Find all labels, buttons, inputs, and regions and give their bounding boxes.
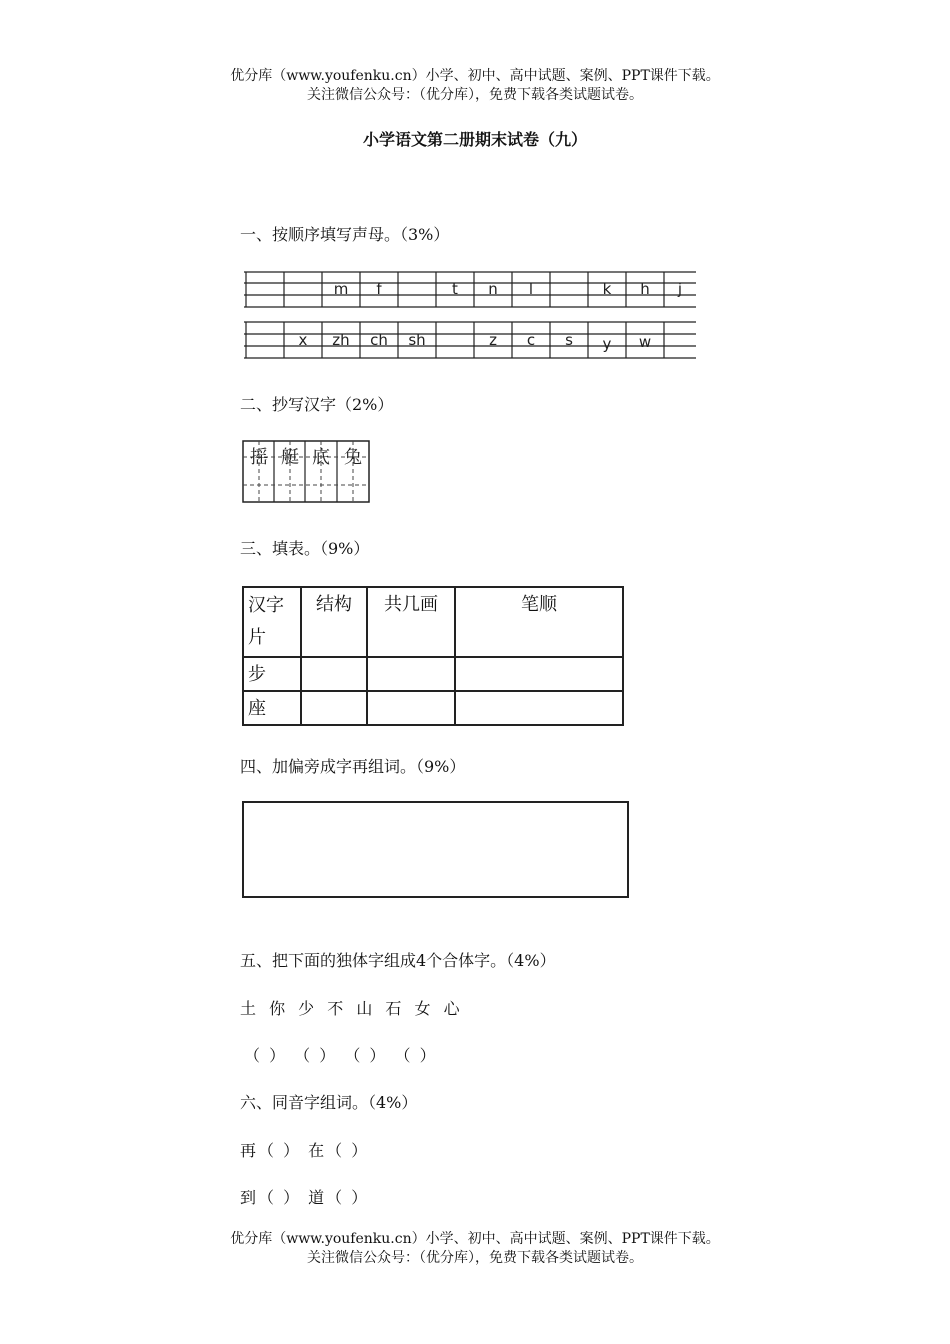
q3-header-cell: 汉字片 (243, 587, 301, 657)
q3-cell[interactable] (367, 691, 455, 725)
q1-row2-cell: c (526, 331, 536, 349)
q5-chars: 土 你 少 不 山 石 女 心 (240, 999, 464, 1018)
q3-table (242, 586, 624, 726)
q1-row2-cell: zh (332, 331, 350, 349)
q3-header-cell: 笔顺 (455, 587, 623, 657)
footer-line-1: 优分库（www.youfenku.cn）小学、初中、高中试题、案例、PPT课件下载。 (230, 1231, 720, 1247)
q1-row2-cell: ch (370, 331, 388, 349)
q1-row2-cell: x (298, 331, 308, 349)
q1-row2-cell: s (565, 331, 573, 349)
q3-cell[interactable] (455, 657, 623, 691)
q4-answer-box[interactable] (242, 801, 629, 898)
q4-heading: 四、加偏旁成字再组词。（9%） (240, 757, 466, 776)
q1-row1-cell: t (452, 280, 458, 298)
q1-heading: 一、按顺序填写声母。（3%） (240, 225, 450, 244)
q1-row2-cell: y (602, 335, 612, 353)
q2-heading: 二、抄写汉字（2%） (240, 395, 394, 414)
q3-cell[interactable] (301, 691, 367, 725)
q3-cell[interactable] (455, 691, 623, 725)
q3-cell[interactable] (301, 657, 367, 691)
header-line-2: 关注微信公众号：（优分库），免费下载各类试题试卷。 (307, 87, 643, 103)
q3-header-cell: 共几画 (367, 587, 455, 657)
q2-char: 兔 (344, 447, 362, 468)
q1-row2-cell: z (489, 331, 497, 349)
header-line-1: 优分库（www.youfenku.cn）小学、初中、高中试题、案例、PPT课件下载。 (230, 68, 720, 84)
q6-line-1: 再（ ） 在（ ） (240, 1141, 370, 1160)
q2-char: 摇 (250, 447, 268, 468)
q5-blanks: （ ） （ ） （ ） （ ） (244, 1046, 438, 1065)
footer-line-2: 关注微信公众号：（优分库），免费下载各类试题试卷。 (307, 1250, 643, 1266)
q1-pinyin-grid (244, 271, 696, 361)
q3-cell: 座 (243, 691, 301, 725)
q1-row1-cell: j (677, 280, 683, 298)
q1-row1-cell: k (602, 280, 612, 298)
q2-char: 底 (312, 447, 330, 468)
q3-cell: 步 (243, 657, 301, 691)
q1-row1-cell: f (376, 280, 382, 298)
q1-row2-cell: w (638, 333, 652, 351)
q3-header-cell: 结构 (301, 587, 367, 657)
q2-char: 艇 (281, 447, 299, 468)
q1-row1-cell: m (333, 280, 349, 298)
q1-row1-cell: h (640, 280, 650, 298)
page-title: 小学语文第二册期末试卷（九） (362, 130, 587, 149)
q3-cell[interactable] (367, 657, 455, 691)
q2-tian-grid (242, 440, 372, 504)
q6-heading: 六、同音字组词。（4%） (240, 1093, 418, 1112)
q1-row2-cell: sh (408, 331, 426, 349)
q1-row1-cell: l (528, 280, 534, 298)
q5-heading: 五、把下面的独体字组成4个合体字。（4%） (240, 951, 556, 970)
q1-row1-cell: n (488, 280, 498, 298)
q3-heading: 三、填表。（9%） (240, 539, 370, 558)
q6-line-2: 到（ ） 道（ ） (240, 1188, 370, 1207)
